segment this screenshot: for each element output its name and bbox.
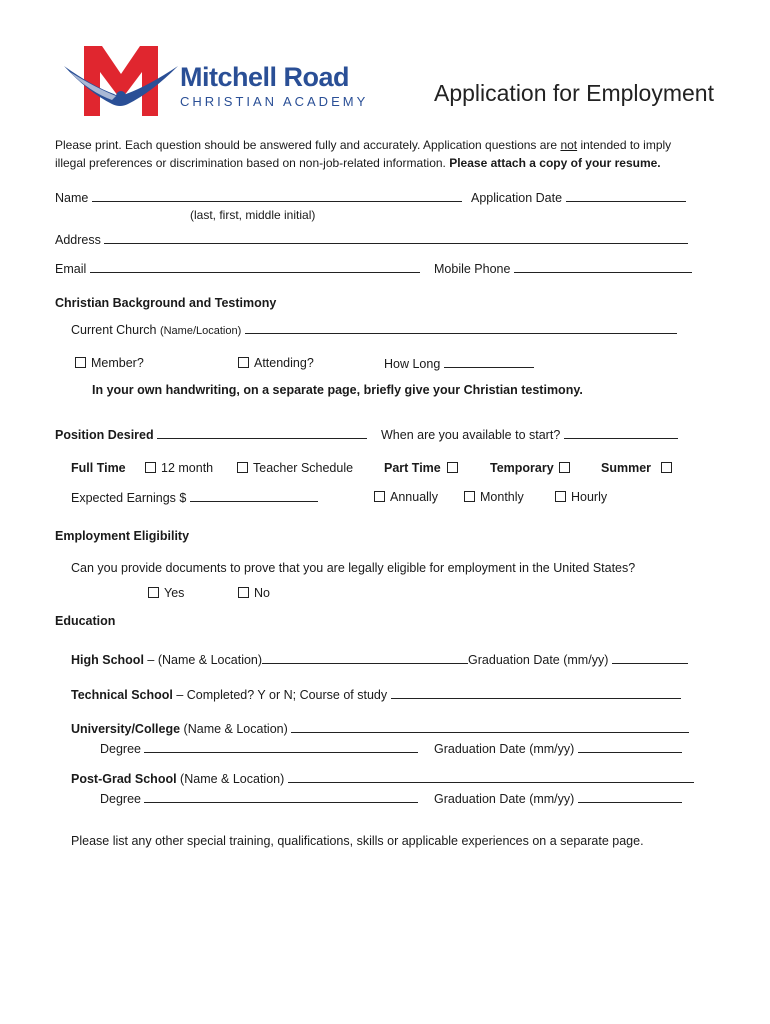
email-label: Email [55,262,87,276]
attending-checkbox[interactable] [238,357,249,368]
position-heading: Position Desired [55,428,154,442]
current-church-field[interactable] [245,322,677,334]
university-degree-row: Degree [100,741,418,756]
temporary-option[interactable]: Temporary [490,461,575,475]
high-school-grad-label: Graduation Date (mm/yy) [468,653,609,667]
post-grad-grad-row: Graduation Date (mm/yy) [434,791,682,806]
technical-school-row: Technical School – Completed? Y or N; Course of study [71,687,681,702]
high-school-grad-field[interactable] [612,652,688,664]
summer-option[interactable]: Summer [601,461,677,475]
footer-note: Please list any other special training, qualifications, skills or applicable experiences on a separate page. [71,834,644,848]
eligibility-heading: Employment Eligibility [55,529,190,543]
summer-checkbox[interactable] [661,462,672,473]
eligibility-question: Can you provide documents to prove that you are legally eligible for employment in the United States? [71,561,636,575]
current-church-label: Current Church [71,323,160,337]
annually-checkbox[interactable] [374,491,385,502]
application-date-label: Application Date [471,191,563,205]
mobile-phone-row [434,261,692,276]
teacher-schedule-option[interactable]: Teacher Schedule [237,461,353,475]
address-label: Address [55,233,101,247]
address-row [55,232,688,247]
university-degree-field[interactable] [144,741,418,753]
christian-heading: Christian Background and Testimony [55,296,277,310]
how-long-label: How Long [384,357,441,371]
current-church-row [71,322,677,337]
expected-earnings-label: Expected Earnings $ [71,491,187,505]
eligibility-yes-option[interactable]: Yes [148,586,184,600]
name-row [55,190,462,205]
education-heading: Education [55,614,116,628]
application-date-field[interactable] [566,190,686,202]
post-grad-field[interactable] [288,771,694,783]
part-time-option[interactable]: Part Time [384,461,463,475]
high-school-field[interactable] [262,652,468,664]
name-hint: (last, first, middle initial) [190,208,316,222]
email-row [55,261,420,276]
post-grad-row: Post-Grad School (Name & Location) [71,771,694,786]
expected-earnings-row [71,490,318,505]
post-grad-degree-row: Degree [100,791,418,806]
twelve-month-checkbox[interactable] [145,462,156,473]
monthly-checkbox[interactable] [464,491,475,502]
available-field[interactable] [564,427,678,439]
eligibility-no-checkbox[interactable] [238,587,249,598]
eligibility-no-option[interactable]: No [238,586,270,600]
teacher-schedule-checkbox[interactable] [237,462,248,473]
logo-emblem-icon [62,44,180,118]
logo-name: Mitchell Road [180,62,350,92]
university-row: University/College (Name & Location) [71,721,689,736]
course-of-study-field[interactable] [391,687,681,699]
university-grad-field[interactable] [578,741,682,753]
hourly-option[interactable]: Hourly [555,490,607,504]
name-field[interactable] [92,190,462,202]
page-title: Application for Employment [434,80,714,106]
intro-line-1: Please print. Each question should be answered fully and accurately. Application questions are not intended to imply [55,138,672,152]
member-option[interactable]: Member? [75,356,144,370]
name-label: Name [55,191,89,205]
post-grad-degree-field[interactable] [144,791,418,803]
expected-earnings-field[interactable] [190,490,318,502]
eligibility-yes-checkbox[interactable] [148,587,159,598]
member-checkbox[interactable] [75,357,86,368]
post-grad-grad-field[interactable] [578,791,682,803]
how-long-row [384,356,534,371]
twelve-month-option[interactable]: 12 month [145,461,213,475]
logo-subtitle: CHRISTIAN ACADEMY [180,94,369,109]
application-date-row [471,190,686,205]
email-field[interactable] [90,261,420,273]
position-row [55,427,367,442]
testimony-instruction: In your own handwriting, on a separate page, briefly give your Christian testimony. [92,383,583,397]
available-row [381,427,678,442]
mobile-phone-label: Mobile Phone [434,262,511,276]
current-church-hint: (Name/Location) [159,325,242,337]
intro-line-2: illegal preferences or discrimination based on non-job-related information. Please attach a copy of your resume. [55,156,661,170]
how-long-field[interactable] [444,356,534,368]
temporary-checkbox[interactable] [559,462,570,473]
available-label: When are you available to start? [381,428,561,442]
position-field[interactable] [157,427,367,439]
mobile-phone-field[interactable] [514,261,692,273]
hourly-checkbox[interactable] [555,491,566,502]
university-field[interactable] [291,721,689,733]
full-time-label: Full Time [71,461,126,475]
address-field[interactable] [104,232,688,244]
university-grad-row: Graduation Date (mm/yy) [434,741,682,756]
attending-option[interactable]: Attending? [238,356,314,370]
monthly-option[interactable]: Monthly [464,490,524,504]
part-time-checkbox[interactable] [447,462,458,473]
annually-option[interactable]: Annually [374,490,438,504]
high-school-row: High School – (Name & Location) Graduation Date (mm/yy) [71,652,688,667]
